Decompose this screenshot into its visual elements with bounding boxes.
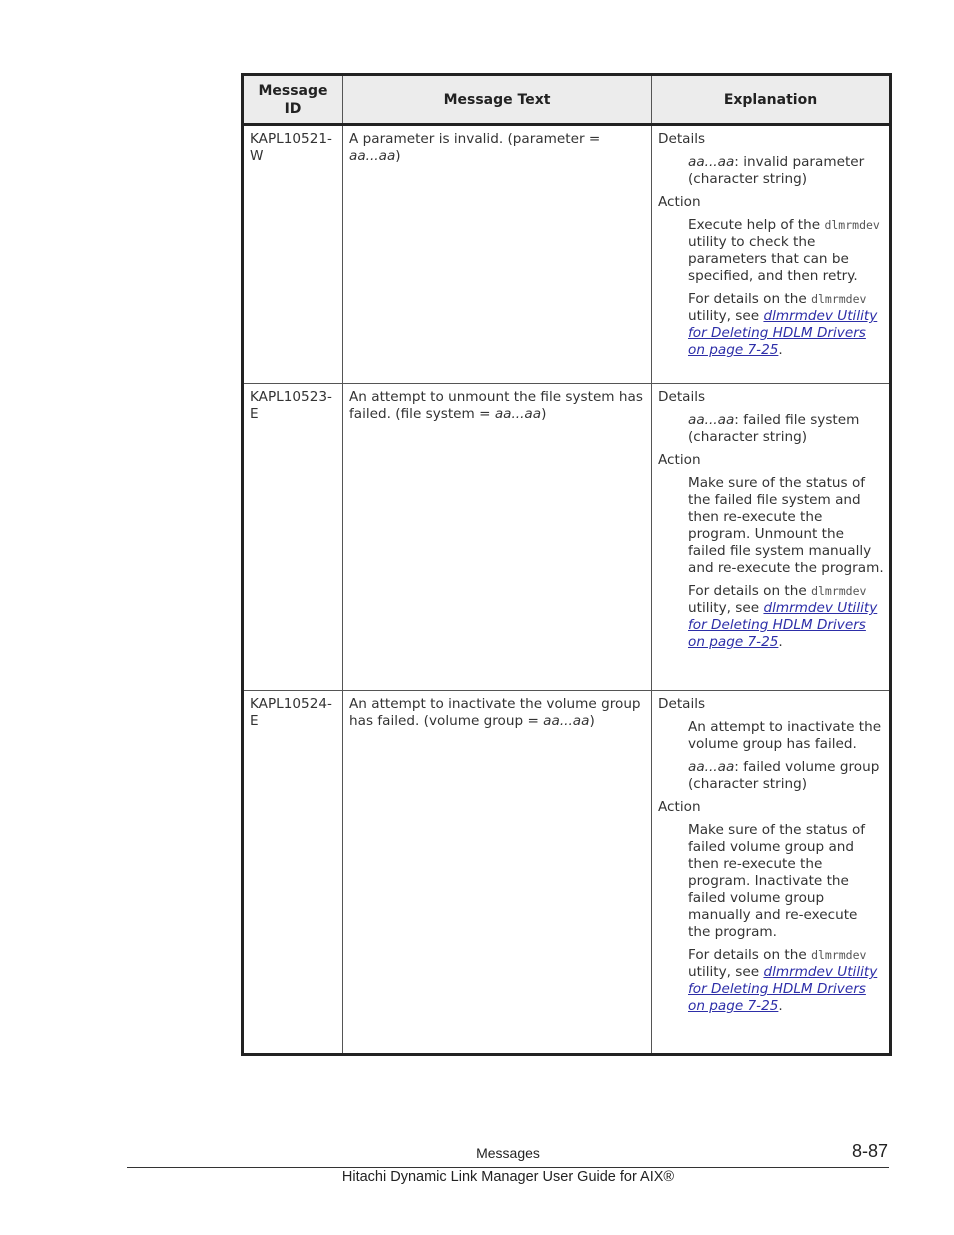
table-header-row: [243, 75, 891, 125]
header-message-text: Message Text: [343, 75, 652, 125]
detail-line: aa...aa: failed volume group (character string): [688, 759, 880, 792]
detail-text: An attempt to inactivate the volume group has failed.: [688, 719, 882, 752]
table-row: [243, 125, 891, 384]
details-label: Details: [658, 131, 706, 147]
action-label: Action: [658, 799, 701, 815]
header-message-id: Message ID: [243, 75, 343, 125]
reference-text: For details on the dlmrmdev utility, see dlmrmdev Utility for Deleting HDLM Drivers on page 7-25.: [688, 291, 878, 358]
header-explanation: Explanation: [652, 75, 891, 125]
table-row: [243, 384, 891, 691]
footer-section-name: Messages: [476, 1145, 540, 1161]
reference-link[interactable]: dlmrmdev Utility for Deleting HDLM Drivers on page 7-25: [688, 964, 878, 1014]
action-text: Execute help of the dlmrmdev utility to check the parameters that can be specified, and then retry.: [688, 217, 880, 284]
action-label: Action: [658, 452, 701, 468]
message-text: An attempt to inactivate the volume group has failed. (volume group = aa...aa): [343, 691, 652, 1055]
details-label: Details: [658, 389, 706, 405]
reference-link[interactable]: dlmrmdev Utility for Deleting HDLM Drivers on page 7-25: [688, 600, 878, 650]
action-text: Make sure of the status of the failed file system and then re-execute the program. Unmount the failed file system manually and re-execute the program.: [688, 475, 884, 576]
action-label: Action: [658, 194, 701, 210]
message-text: A parameter is invalid. (parameter = aa...aa): [343, 125, 652, 384]
footer-document-title: Hitachi Dynamic Link Manager User Guide for AIX®: [341, 1169, 675, 1185]
message-text: An attempt to unmount the file system has failed. (file system = aa...aa): [343, 384, 652, 691]
detail-line: aa...aa: invalid parameter (character string): [688, 154, 865, 187]
details-label: Details: [658, 696, 706, 712]
message-id: KAPL10523-E: [243, 384, 343, 691]
explanation: [652, 691, 891, 1055]
reference-text: For details on the dlmrmdev utility, see dlmrmdev Utility for Deleting HDLM Drivers on page 7-25.: [688, 583, 878, 650]
message-table: [241, 73, 892, 1056]
message-id: KAPL10524-E: [243, 691, 343, 1055]
explanation: [652, 384, 891, 691]
explanation: [652, 125, 891, 384]
reference-text: For details on the dlmrmdev utility, see dlmrmdev Utility for Deleting HDLM Drivers on page 7-25.: [688, 947, 878, 1014]
detail-line: aa...aa: failed file system (character string): [688, 412, 860, 445]
reference-link[interactable]: dlmrmdev Utility for Deleting HDLM Drivers on page 7-25: [688, 308, 878, 358]
message-id: KAPL10521-W: [243, 125, 343, 384]
footer-divider: [127, 1167, 889, 1168]
action-text: Make sure of the status of failed volume group and then re-execute the program. Inactivate the failed volume group manually and re-execute the program.: [688, 822, 866, 940]
page-number: 8-87: [851, 1141, 888, 1161]
table-row: [243, 691, 891, 1055]
